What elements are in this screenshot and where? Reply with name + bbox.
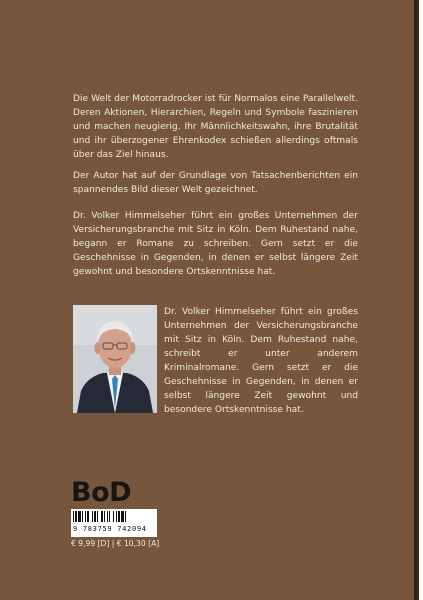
spine-edge (414, 0, 423, 600)
author-portrait-image (73, 305, 157, 413)
blurb-paragraph-3: Dr. Volker Himmelseher führt ein großes Unternehmen der Versicherungsbranche mit Sitz in Köln. Dem Ruhestand nahe, begann er Romane zu schreiben. Gern setzt er die Geschehnisse in Gegenden, in denen er selbst längere Zeit gewohnt und besondere Ortskenntnisse hat. (73, 211, 358, 277)
blurb-paragraph-2: Der Autor hat auf der Grundlage von Tatsachenberichten ein spannendes Bild dieser Welt gezeichnet. (73, 171, 358, 195)
publisher-logo: BoD (71, 477, 132, 508)
author-photo (73, 305, 157, 413)
price-label: € 9,99 [D] | € 10,30 [A] (71, 539, 160, 548)
isbn-number: 9 783759 742094 (71, 522, 157, 536)
blurb-paragraph-1: Die Welt der Motorradrocker ist für Normalos eine Parallelwelt. Deren Aktionen, Hierarchien, Regeln und Symbole faszinieren und machen neugierig. Ihr Männlichkeitswahn, ihre Brutalität und ihr überzogener Ehrenkodex schießen allerdings oftmals über das Ziel hinaus. (73, 94, 358, 160)
author-bio: Dr. Volker Himmelseher führt ein großes Unternehmen der Versicherungsbranche mit Sitz in Köln. Dem Ruhestand nahe, schreibt er unter anderem Kriminalromane. Gern setzt er die Geschehnisse in Gegenden, in denen er selbst längere Zeit gewohnt und besondere Ortskenntnisse hat. (164, 307, 358, 415)
